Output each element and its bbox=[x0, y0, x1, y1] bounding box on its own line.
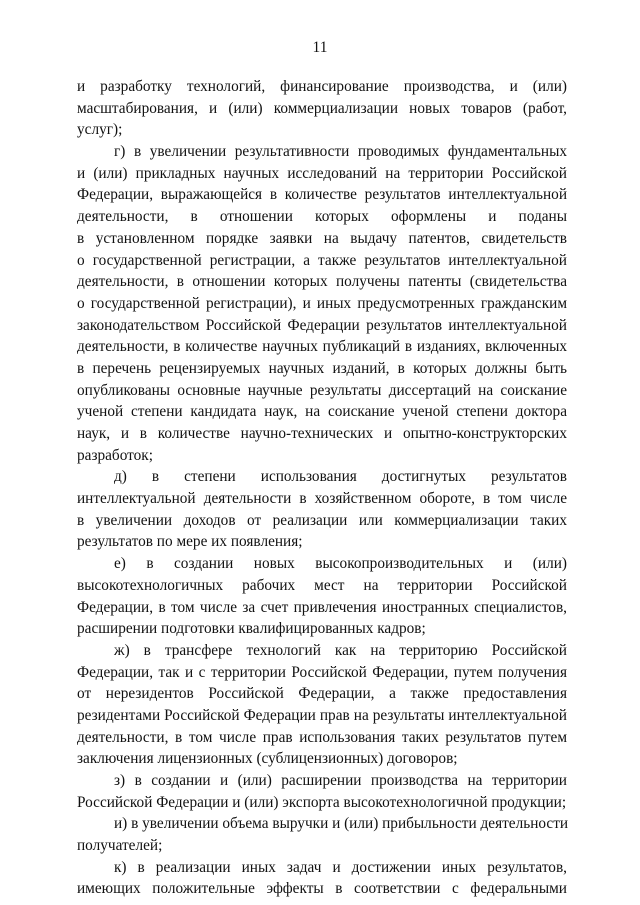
text-line: ж) в трансфере технологий как на территорию Российской bbox=[114, 641, 567, 659]
text-line: деятельности, в отношении которых оформлены и поданы bbox=[77, 208, 567, 226]
text-line: Федерации, так и с территории Российской Федерации, путем получения bbox=[77, 663, 567, 681]
text-line: е) в создании новых высокопроизводительных и (или) bbox=[114, 555, 567, 573]
text-line: Федерации, в том числе за счет привлечения иностранных специалистов, bbox=[77, 598, 567, 616]
text-line: о государственной регистрации), и иных предусмотренных гражданским bbox=[77, 294, 567, 312]
text-line: д) в степени использования достигнутых результатов bbox=[114, 468, 567, 486]
text-line: наук, и в количестве научно-технических и опытно-конструкторских bbox=[77, 425, 567, 442]
paragraph-item-g bbox=[77, 141, 567, 466]
paragraph-item-k bbox=[77, 857, 567, 900]
text-line: от нерезидентов Российской Федерации, а также предоставления bbox=[77, 685, 567, 703]
text-line: опубликованы основные научные результаты диссертаций на соискание bbox=[77, 381, 567, 399]
text-line: к) в реализации иных задач и достижении иных результатов, bbox=[114, 858, 567, 876]
text-line: интеллектуальной деятельности в хозяйственном обороте, в том числе bbox=[77, 490, 567, 508]
paragraph-item-i bbox=[77, 813, 567, 856]
text-line: и разработку технологий, финансирование производства, и (или) bbox=[77, 78, 567, 95]
text-line: и) в увеличении объема выручки и (или) прибыльности деятельности bbox=[114, 815, 569, 833]
text-line: о государственной регистрации, а также результатов интеллектуальной bbox=[77, 251, 567, 269]
text-line: заключения лицензионных (сублицензионных) договоров; bbox=[77, 750, 458, 768]
text-line: деятельности, в количестве научных публикаций в изданиях, включенных bbox=[77, 338, 567, 356]
text-line: расширении подготовки квалифицированных кадров; bbox=[77, 620, 426, 638]
text-line: получателей; bbox=[77, 837, 163, 855]
text-line: разработок; bbox=[77, 446, 153, 464]
paragraph-item-z bbox=[77, 770, 567, 813]
text-line: ученой степени кандидата наук, на соискание ученой степени доктора bbox=[77, 403, 567, 421]
text-line: деятельности, в том числе прав использования таких результатов путем bbox=[77, 728, 567, 746]
text-line: з) в создании и (или) расширении производства на территории bbox=[114, 772, 567, 789]
text-line: в увеличении доходов от реализации или коммерциализации таких bbox=[77, 511, 567, 529]
text-line: Федерации, выражающейся в количестве результатов интеллектуальной bbox=[77, 186, 567, 204]
text-line: г) в увеличении результативности проводимых фундаментальных bbox=[114, 143, 567, 161]
text-line: масштабирования, и (или) коммерциализации новых товаров (работ, bbox=[77, 99, 567, 117]
paragraph-continuation bbox=[77, 76, 567, 141]
text-line: резидентами Российской Федерации прав на результаты интеллектуальной bbox=[77, 706, 567, 724]
text-line: в перечень рецензируемых научных изданий, в которых должны быть bbox=[77, 359, 567, 377]
text-line: результатов по мере их появления; bbox=[77, 533, 303, 551]
text-line: высокотехнологичных рабочих мест на территории Российской bbox=[77, 576, 567, 594]
text-line: Российской Федерации и (или) экспорта высокотехнологичной продукции; bbox=[77, 793, 567, 811]
text-line: законодательством Российской Федерации результатов интеллектуальной bbox=[77, 316, 567, 334]
text-line: услуг); bbox=[77, 121, 123, 139]
text-line: имеющих положительные эффекты в соответствии с федеральными bbox=[77, 880, 567, 898]
document-body bbox=[77, 76, 567, 900]
paragraph-item-e bbox=[77, 553, 567, 640]
text-line: деятельности, в отношении которых получены патенты (свидетельства bbox=[77, 273, 567, 291]
text-line: в установленном порядке заявки на выдачу патентов, свидетельств bbox=[77, 229, 567, 247]
page-number: 11 bbox=[312, 39, 328, 56]
paragraph-item-d bbox=[77, 466, 567, 553]
paragraph-item-zh bbox=[77, 640, 567, 770]
text-line: и (или) прикладных научных исследований на территории Российской bbox=[77, 164, 567, 182]
